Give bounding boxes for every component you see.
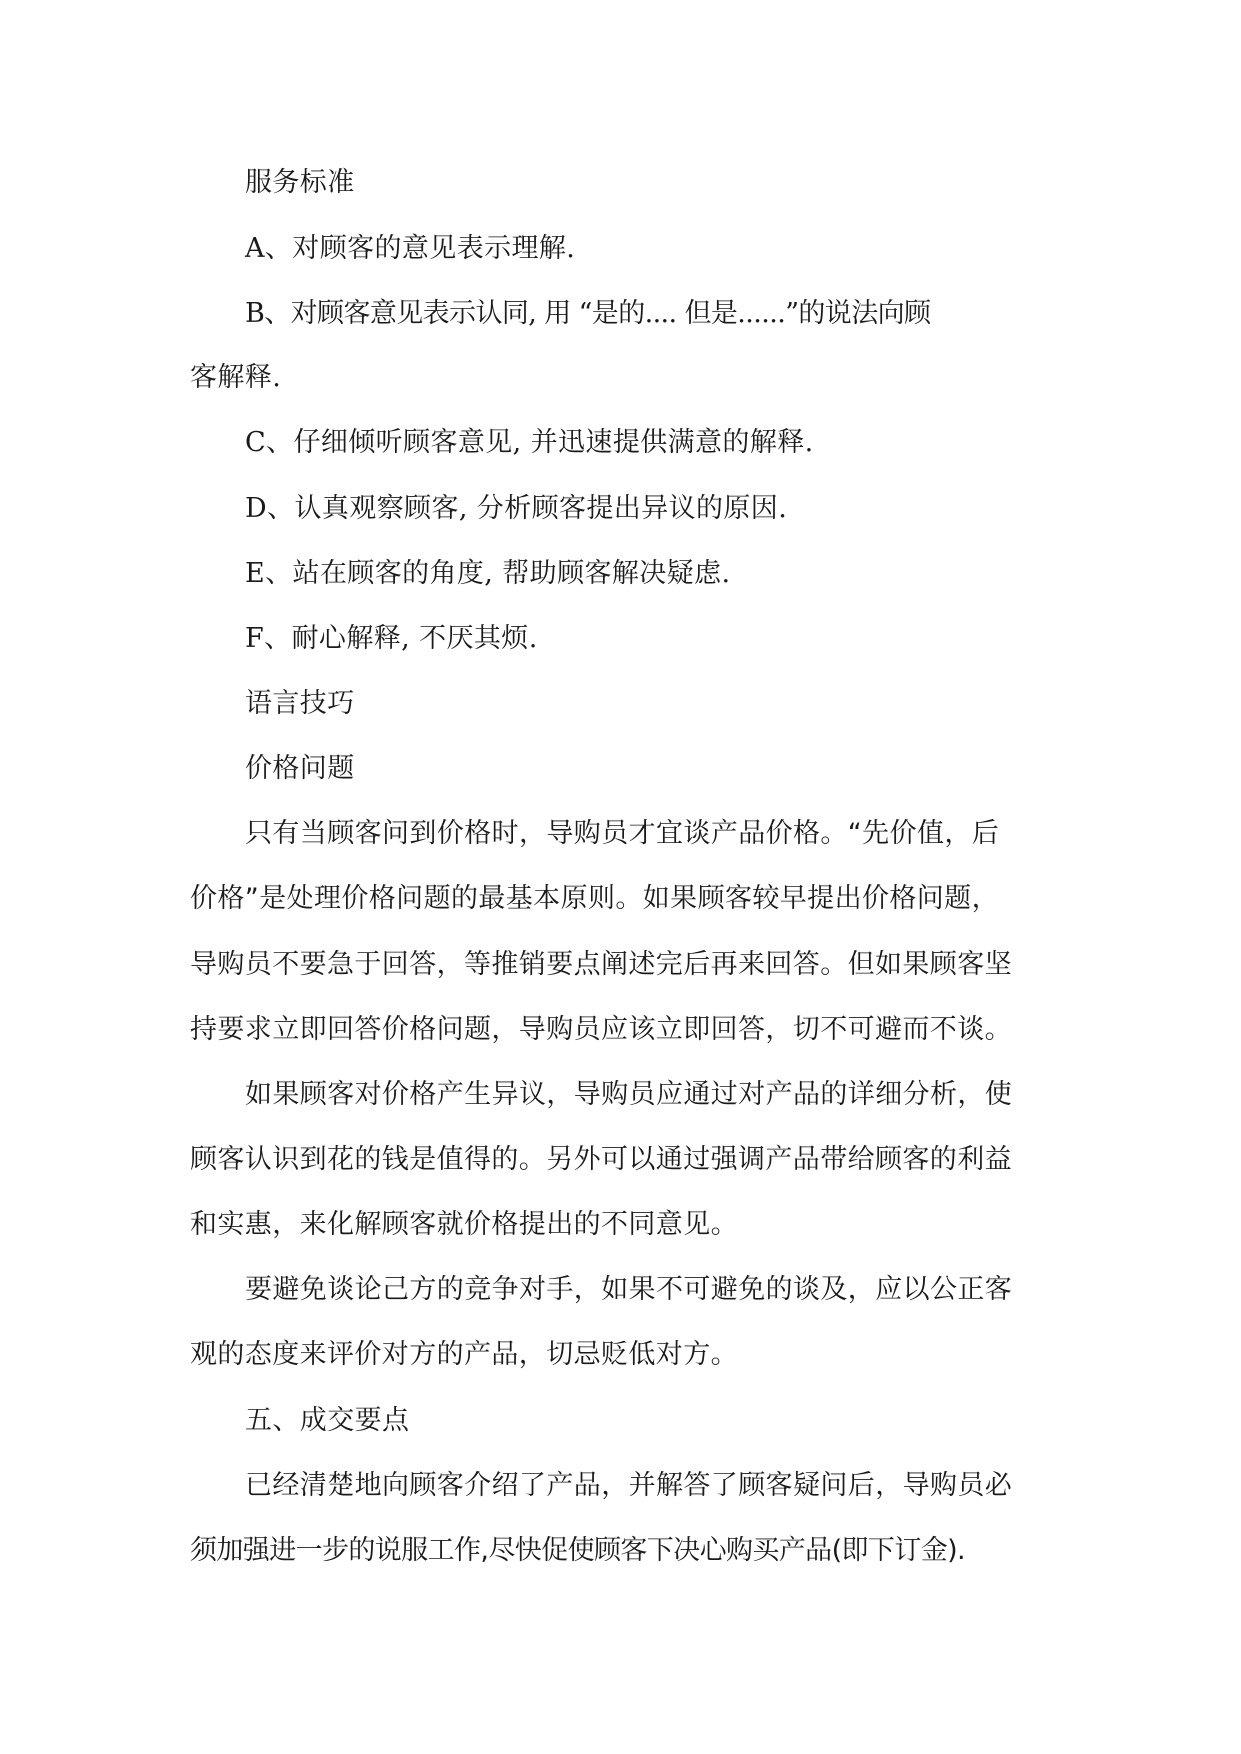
list-item-b-continued: 客解释.: [190, 362, 282, 393]
list-item-d: D、认真观察顾客, 分析顾客提出异议的原因.: [245, 493, 788, 524]
heading-service-standard: 服务标准: [245, 167, 355, 198]
list-item-c: C、仔细倾听顾客意见, 并迅速提供满意的解释.: [245, 427, 814, 458]
paragraph-line: 价格”是处理价格问题的最基本原则。如果顾客较早提出价格问题，: [190, 883, 999, 914]
list-item-a: A、对顾客的意见表示理解.: [245, 233, 576, 264]
paragraph-line: 须加强进一步的说服工作,尽快促使顾客下决心购买产品(即下订金).: [190, 1535, 966, 1566]
paragraph-line: 导购员不要急于回答，等推销要点阐述完后再来回答。但如果顾客坚: [190, 949, 1012, 980]
list-item-e: E、站在顾客的角度, 帮助顾客解决疑虑.: [245, 558, 731, 589]
paragraph-line: 和实惠，来化解顾客就价格提出的不同意见。: [190, 1209, 738, 1240]
paragraph-line: 如果顾客对价格产生异议，导购员应通过对产品的详细分析，使: [245, 1079, 1013, 1110]
list-item-f: F、耐心解释, 不厌其烦.: [245, 623, 538, 654]
heading-price-issue: 价格问题: [245, 753, 355, 784]
list-item-b: B、对顾客意见表示认同, 用 “是的.... 但是......”的说法向顾: [245, 298, 931, 329]
paragraph-line: 顾客认识到花的钱是值得的。另外可以通过强调产品带给顾客的利益: [190, 1144, 1012, 1175]
paragraph-line: 已经清楚地向顾客介绍了产品，并解答了顾客疑问后，导购员必: [245, 1470, 1013, 1501]
heading-closing-points: 五、成交要点: [245, 1405, 410, 1436]
paragraph-line: 只有当顾客问到价格时，导购员才宜谈产品价格。“先价值，后: [245, 818, 1000, 849]
paragraph-line: 持要求立即回答价格问题，导购员应该立即回答，切不可避而不谈。: [190, 1014, 1012, 1045]
heading-language-skills: 语言技巧: [245, 688, 355, 719]
paragraph-line: 要避免谈论己方的竞争对手，如果不可避免的谈及，应以公正客: [245, 1274, 1013, 1305]
paragraph-line: 观的态度来评价对方的产品，切忌贬低对方。: [190, 1339, 738, 1370]
